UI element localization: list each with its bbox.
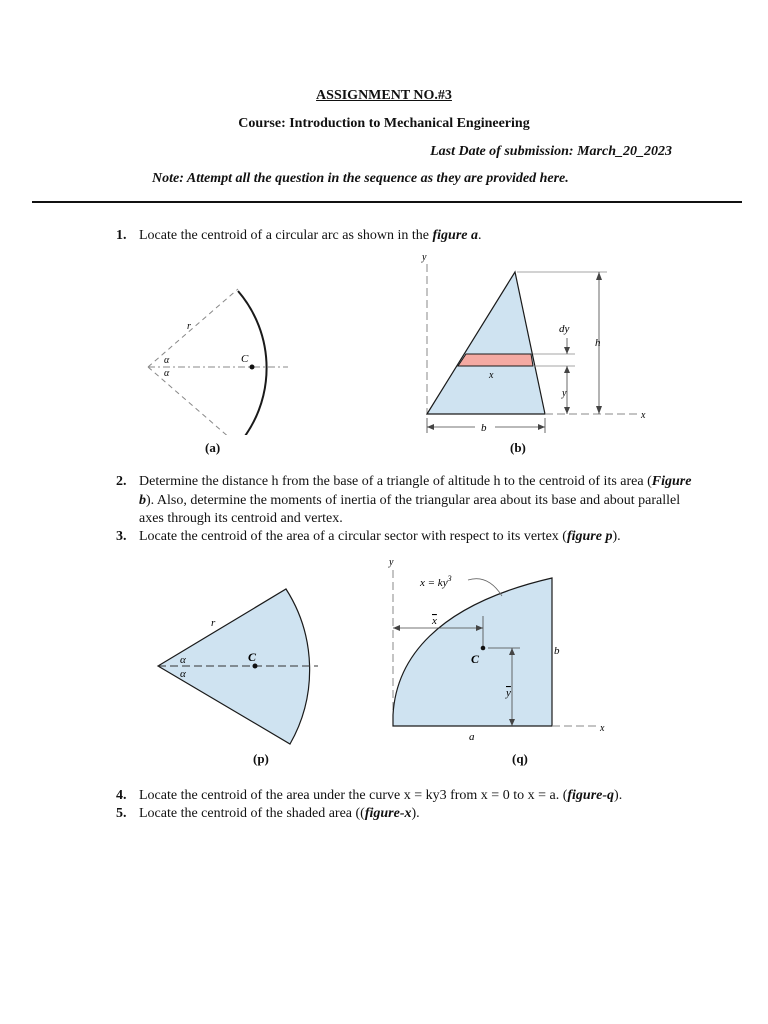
x-bar-label: x	[432, 615, 437, 627]
centroid-label: C	[248, 650, 257, 664]
alpha-label: α	[180, 668, 186, 680]
header-divider	[32, 201, 742, 203]
assignment-title: ASSIGNMENT NO.#3	[316, 88, 452, 103]
height-label: b	[554, 645, 560, 657]
centroid-label: C	[241, 353, 249, 365]
figure-a-circular-arc	[140, 275, 300, 435]
radius-label: r	[187, 321, 191, 332]
y-bar-label: y	[506, 687, 511, 699]
question-number: 4.	[116, 788, 127, 803]
question-number: 3.	[116, 529, 127, 544]
radius-label: r	[211, 617, 216, 629]
dy-label: dy	[559, 323, 570, 335]
equation-label: $x = ky^3$	[420, 574, 452, 589]
question-number: 2.	[116, 474, 127, 489]
alpha-label: α	[180, 654, 186, 666]
submission-date: Last Date of submission: March_20_2023	[430, 144, 672, 159]
question-number: 1.	[116, 228, 127, 243]
alpha-label: α	[164, 368, 170, 379]
width-label: a	[469, 731, 475, 743]
y-axis-label: y	[422, 252, 427, 263]
y-axis-label: y	[389, 557, 394, 568]
strip-width-label: x	[489, 370, 494, 381]
question-number: 5.	[116, 806, 127, 821]
figure-b-caption: (b)	[510, 440, 526, 455]
figure-a-caption: (a)	[205, 440, 221, 455]
x-axis-label: x	[641, 410, 646, 421]
figure-q-caption: (q)	[512, 751, 528, 766]
question-text: Locate the centroid of the area of a circular sector with respect to its vertex (figure p).	[139, 529, 621, 544]
alpha-label: α	[164, 355, 170, 366]
question-text: Determine the distance h from the base of a triangle of altitude h to the centroid of its area (Figure b). Also, determine the moments of inertia of the triangular area about its base and about parallel axes through its centroid and vertex.	[139, 474, 692, 526]
figure-q-curve-area	[380, 550, 620, 745]
x-axis-label: x	[600, 723, 605, 734]
instructions-note: Note: Attempt all the question in the sequence as they are provided here.	[152, 171, 569, 186]
figure-p-caption: (p)	[253, 751, 269, 766]
course-title: Course: Introduction to Mechanical Engineering	[238, 116, 530, 131]
figure-b-triangle	[415, 250, 660, 440]
figure-p-circular-sector	[150, 580, 330, 750]
y-distance-label: y	[562, 388, 567, 399]
question-text: Locate the centroid of a circular arc as shown in the figure a.	[139, 228, 482, 243]
question-text: Locate the centroid of the shaded area ((figure-x).	[139, 806, 420, 821]
centroid-label: C	[471, 652, 480, 666]
question-text: Locate the centroid of the area under the curve x = ky3 from x = 0 to x = a. (figure-q).	[139, 788, 623, 803]
base-label: b	[481, 422, 487, 434]
height-label: h	[595, 337, 601, 349]
